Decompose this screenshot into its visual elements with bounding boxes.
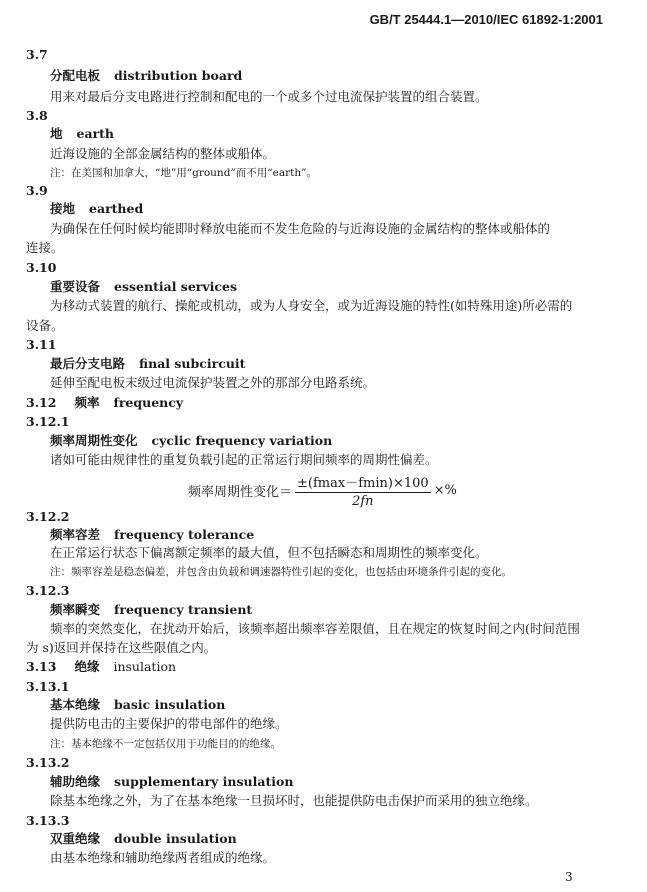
term-frequency: 3.12 频率 frequency [26, 395, 184, 410]
definition-earth: 近海设施的全部金属结构的整体或船体。 [50, 146, 276, 161]
term-distribution-board: 分配电板 distribution board [50, 68, 243, 83]
definition-double-insulation: 由基本绝缘和辅助绝缘两者组成的绝缘。 [50, 850, 276, 865]
note-basic-insulation: 注：基本绝缘不一定包括仅用于功能目的的绝缘。 [50, 738, 281, 750]
definition-supplementary-insulation: 除基本绝缘之外，为了在基本绝缘一旦损坏时，也能提供防电击保护而采用的独立绝缘。 [50, 793, 538, 808]
term-cyclic-frequency-variation: 频率周期性变化 cyclic frequency variation [50, 433, 333, 448]
definition-frequency-transient-line1: 频率的突然变化，在扰动开始后，该频率超出频率容差限值，且在规定的恢复时间之内(时间范围 [50, 621, 580, 636]
definition-cyclic-frequency-variation: 诸如可能由规律性的重复负载引起的正常运行期间频率的周期性偏差。 [50, 452, 438, 467]
definition-essential-services-line1: 为移动式装置的航行、操舵或机动，或为人身安全，或为近海设施的特性(如特殊用途)所必需的 [50, 298, 573, 313]
term-final-subcircuit: 最后分支电路 final subcircuit [50, 356, 246, 371]
section-number-3-12: 3.12 [26, 395, 57, 410]
section-number-3-9: 3.9 [26, 183, 48, 198]
term-supplementary-insulation: 辅助绝缘 supplementary insulation [50, 774, 294, 789]
formula-denominator: 2fn [352, 494, 374, 509]
section-number-3-13-2: 3.13.2 [26, 755, 70, 770]
term-basic-insulation: 基本绝缘 basic insulation [50, 697, 226, 712]
term-insulation: 3.13 绝缘 insulation [26, 659, 177, 674]
section-number-3-8: 3.8 [26, 108, 48, 123]
definition-earthed-line1: 为确保在任何时候均能即时释放电能而不发生危险的与近海设施的金属结构的整体或船体的 [50, 221, 551, 236]
section-number-3-10: 3.10 [26, 260, 57, 275]
page-number: 3 [565, 870, 573, 884]
definition-earthed-line2: 连接。 [26, 240, 64, 255]
section-number-3-12-3: 3.12.3 [26, 583, 70, 598]
definition-final-subcircuit: 延伸至配电板末级过电流保护装置之外的那部分电路系统。 [50, 375, 376, 390]
term-earth: 地 earth [50, 126, 115, 141]
formula-cyclic-frequency-variation: 频率周期性变化＝ $\frac{\pm(fmax-fmin)\times 100}{2fn}$ ×% [188, 472, 457, 509]
term-frequency-transient: 频率瞬变 frequency transient [50, 602, 253, 617]
section-number-3-11: 3.11 [26, 337, 57, 352]
definition-essential-services-line2: 设备。 [26, 318, 64, 333]
note-earth: 注：在美国和加拿大，“地”用“ground”而不用“earth”。 [50, 167, 317, 179]
formula-numerator: ±(fmax－fmin)×100 [295, 472, 431, 493]
section-number-3-7: 3.7 [26, 47, 48, 62]
definition-frequency-transient-line2: 为 s)返回并保持在这些限值之内。 [26, 640, 217, 655]
section-number-3-12-1: 3.12.1 [26, 414, 70, 429]
section-number-3-13-1: 3.13.1 [26, 679, 70, 694]
section-number-3-13-3: 3.13.3 [26, 813, 70, 828]
term-frequency-tolerance: 频率容差 frequency tolerance [50, 527, 255, 542]
document-header: GB/T 25444.1—2010/IEC 61892-1:2001 [369, 12, 603, 27]
definition-distribution-board: 用来对最后分支电路进行控制和配电的一个或多个过电流保护装置的组合装置。 [50, 89, 488, 104]
note-frequency-tolerance: 注：频率容差是稳态偏差，并包含由负载和调速器特性引起的变化，也包括由环境条件引起的变化。 [50, 566, 512, 578]
section-number-3-13: 3.13 [26, 659, 57, 674]
definition-frequency-tolerance: 在正常运行状态下偏离额定频率的最大值，但不包括瞬态和周期性的频率变化。 [50, 545, 488, 560]
definition-basic-insulation: 提供防电击的主要保护的带电部件的绝缘。 [50, 716, 288, 731]
term-essential-services: 重要设备 essential services [50, 279, 237, 294]
term-earthed: 接地 earthed [50, 201, 144, 216]
term-double-insulation: 双重绝缘 double insulation [50, 831, 237, 846]
section-number-3-12-2: 3.12.2 [26, 509, 70, 524]
